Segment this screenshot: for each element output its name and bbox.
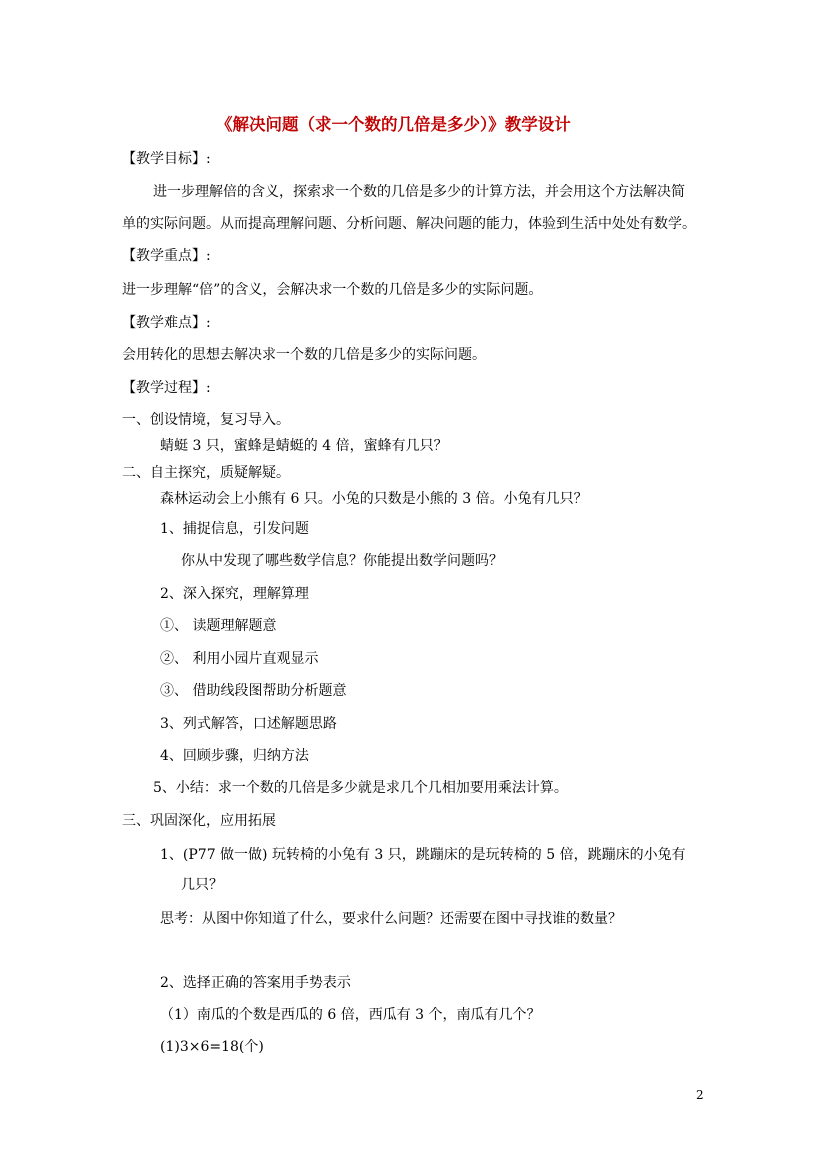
- outline-item: 4、回顾步骤，归纳方法: [160, 748, 309, 764]
- paragraph-line: 会用转化的思想去解决求一个数的几倍是多少的实际问题。: [122, 347, 486, 363]
- paragraph-line: 你从中发现了哪些数学信息？你能提出数学问题吗？: [181, 553, 503, 569]
- section-heading-key-points: 【教学重点】:: [122, 248, 211, 264]
- outline-item: 2、深入探究，理解算理: [160, 586, 309, 602]
- paragraph-line: （1）南瓜的个数是西瓜的 6 倍，西瓜有 3 个，南瓜有几个？: [160, 1007, 541, 1023]
- paragraph-line: 1、(P77 做一做) 玩转椅的小兔有 3 只，跳蹦床的是玩转椅的 5 倍，跳蹦床的小兔有: [160, 847, 686, 863]
- paragraph-line: 几只？: [181, 877, 223, 893]
- paragraph-line: (1)3×6=18(个): [160, 1039, 264, 1055]
- paragraph-line: 森林运动会上小熊有 6 只。小兔的只数是小熊的 3 倍。小兔有几只？: [160, 491, 588, 507]
- paragraph-line: 蜻蜓 3 只，蜜蜂是蜻蜓的 4 倍，蜜蜂有几只？: [160, 438, 448, 454]
- outline-item: 一、创设情境，复习导入。: [122, 412, 290, 428]
- paragraph-line: 思考：从图中你知道了什么，要求什么问题？还需要在图中寻找谁的数量？: [160, 911, 622, 927]
- section-heading-process: 【教学过程】:: [122, 380, 211, 396]
- outline-item: 三、巩固深化，应用拓展: [122, 813, 276, 829]
- section-heading-difficulties: 【教学难点】:: [122, 315, 211, 331]
- outline-item: ①、 读题理解题意: [160, 618, 277, 634]
- page-number: 2: [696, 1088, 704, 1102]
- document-title: 《解决问题（求一个数的几倍是多少）》教学设计: [216, 115, 571, 134]
- paragraph-line: 单的实际问题。从而提高理解问题、分析问题、解决问题的能力，体验到生活中处处有数学。: [122, 216, 696, 232]
- outline-item: 1、捕捉信息，引发问题: [160, 521, 309, 537]
- section-heading-objectives: 【教学目标】:: [122, 151, 211, 167]
- outline-item: ③、 借助线段图帮助分析题意: [160, 683, 347, 699]
- outline-item: 3、列式解答，口述解题思路: [160, 716, 337, 732]
- paragraph-line: 进一步理解“倍”的含义，会解决求一个数的几倍是多少的实际问题。: [122, 282, 543, 298]
- outline-item: ②、 利用小园片直观显示: [160, 651, 319, 667]
- outline-item: 5、小结：求一个数的几倍是多少就是求几个几相加要用乘法计算。: [153, 780, 568, 796]
- outline-item: 二、自主探究，质疑解疑。: [122, 465, 290, 481]
- outline-item: 2、选择正确的答案用手势表示: [160, 975, 351, 991]
- paragraph-line: 进一步理解倍的含义，探索求一个数的几倍是多少的计算方法，并会用这个方法解决简: [153, 184, 685, 200]
